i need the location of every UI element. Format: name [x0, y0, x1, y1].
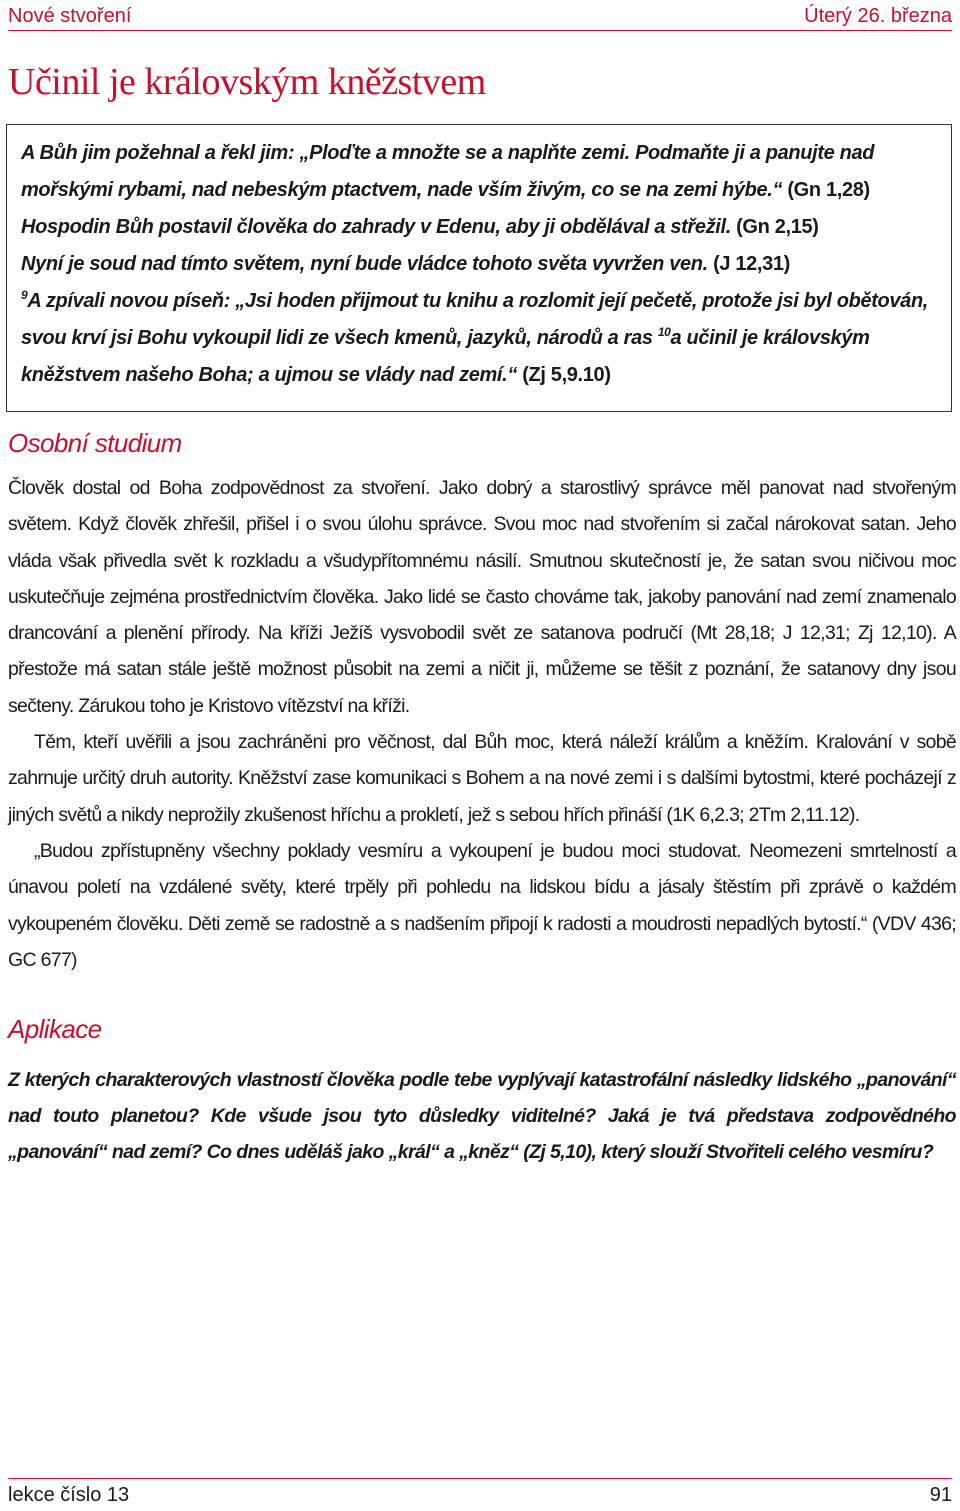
application-questions: Z kterých charakterových vlastností člověka podle tebe vyplývají katastrofální následky lidského „panování“ nad touto planetou? Kde všude jsou tyto důsledky viditelné? Jaká je tvá představa zodpovědného „panování“ nad zemí? Co dnes uděláš jako „král“ a „kněz“ (Zj 5,10), který slouží Stvořiteli celého vesmíru? [8, 1069, 956, 1163]
study-paragraph: Těm, kteří uvěřili a jsou zachráněni pro věčnost, dal Bůh moc, která náleží králům a kněžím. Kralování v sobě zahrnuje určitý druh autority. Kněžství zase komunikaci s Bohem a na nové zemi i s dalšími bytostmi, které pocházejí z jiných světů a nikdy neprožily zkušenost hříchu a prokletí, jež s sebou hřích přináší (1K 6,2.3; 2Tm 2,11.12). [8, 731, 956, 826]
lesson-number: lekce číslo 13 [8, 1484, 130, 1506]
scripture-verse [21, 135, 939, 209]
verse-reference: (Gn 2,15) [736, 216, 819, 238]
page-title: Učinil je královským kněžstvem [8, 61, 486, 103]
application-heading: Aplikace [8, 1014, 102, 1044]
verse-number: 10 [657, 325, 671, 339]
scripture-verse [21, 209, 939, 246]
study-heading: Osobní studium [8, 428, 182, 458]
study-body [8, 470, 956, 978]
verse-reference: (J 12,31) [713, 253, 790, 275]
verse-text: Nyní je soud nad tímto světem, nyní bude vládce tohoto světa vyvržen ven. [21, 253, 708, 275]
page-footer [8, 1478, 952, 1507]
verse-reference: (Gn 1,28) [787, 179, 870, 201]
verse-number: 9 [21, 288, 28, 302]
verse-text: a učinil je královským kněžstvem našeho Boha; a ujmou se vlády nad zemí.“ [21, 327, 870, 386]
page-number: 91 [929, 1484, 952, 1506]
header-series: Nové stvoření [8, 5, 132, 27]
page-header [8, 4, 952, 31]
verse-text: A Bůh jim požehnal a řekl jim: „Ploďte a množte se a naplňte zemi. Podmaňte ji a panujte nad mořskými rybami, nad nebeským ptactvem, nade vším živým, co se na zemi hýbe.“ [21, 142, 875, 201]
scripture-verse [21, 246, 939, 283]
verse-text: Hospodin Bůh postavil člověka do zahrady v Edenu, aby ji obdělával a střežil. [21, 216, 731, 238]
verse-text: A zpívali novou píseň: „Jsi hoden přijmout tu knihu a rozlomit její pečetě, protože jsi byl obětován, svou krví jsi Bohu vykoupil lidi ze všech kmenů, jazyků, národů a ras [21, 290, 929, 349]
header-date: Úterý 26. března [804, 5, 952, 27]
verse-reference: (Zj 5,9.10) [522, 364, 611, 386]
study-quote: „Budou zpřístupněny všechny poklady vesmíru a vykoupení je budou moci studovat. Neomezeni smrtelností a únavou poletí na vzdálené světy, které trpěly při pohledu na lidskou bídu a jásaly štěstím při zprávě o každém vykoupeném člověku. Děti země se radostně a s nadšením připojí k radosti a moudrosti nepadlých bytostí.“ (VDV 436; GC 677) [8, 839, 956, 971]
scripture-box [6, 124, 952, 412]
scripture-verse [21, 283, 939, 394]
study-paragraph: Člověk dostal od Boha zodpovědnost za stvoření. Jako dobrý a starostlivý správce měl panovat nad stvořeným světem. Když člověk zhřešil, přišel i o svou úlohu správce. Svou moc nad stvořením si začal nárokovat satan. Jeho vláda však přivedla svět k rozkladu a všudypřítomnému násilí. Smutnou skutečností je, že satan svou ničivou moc uskutečňuje zejména prostřednictvím člověka. Jako lidé se často chováme tak, jakoby panování nad zemí znamenalo drancování a plenění přírody. Na kříži Ježíš vysvobodil svět ze satanova područí (Mt 28,18; J 12,31; Zj 12,10). A přestože má satan stále ještě možnost působit na zemi a ničit ji, můžeme se těšit z poznání, že satanovy dny jsou sečteny. Zárukou toho je Kristovo vítězství na kříži. [8, 477, 956, 717]
